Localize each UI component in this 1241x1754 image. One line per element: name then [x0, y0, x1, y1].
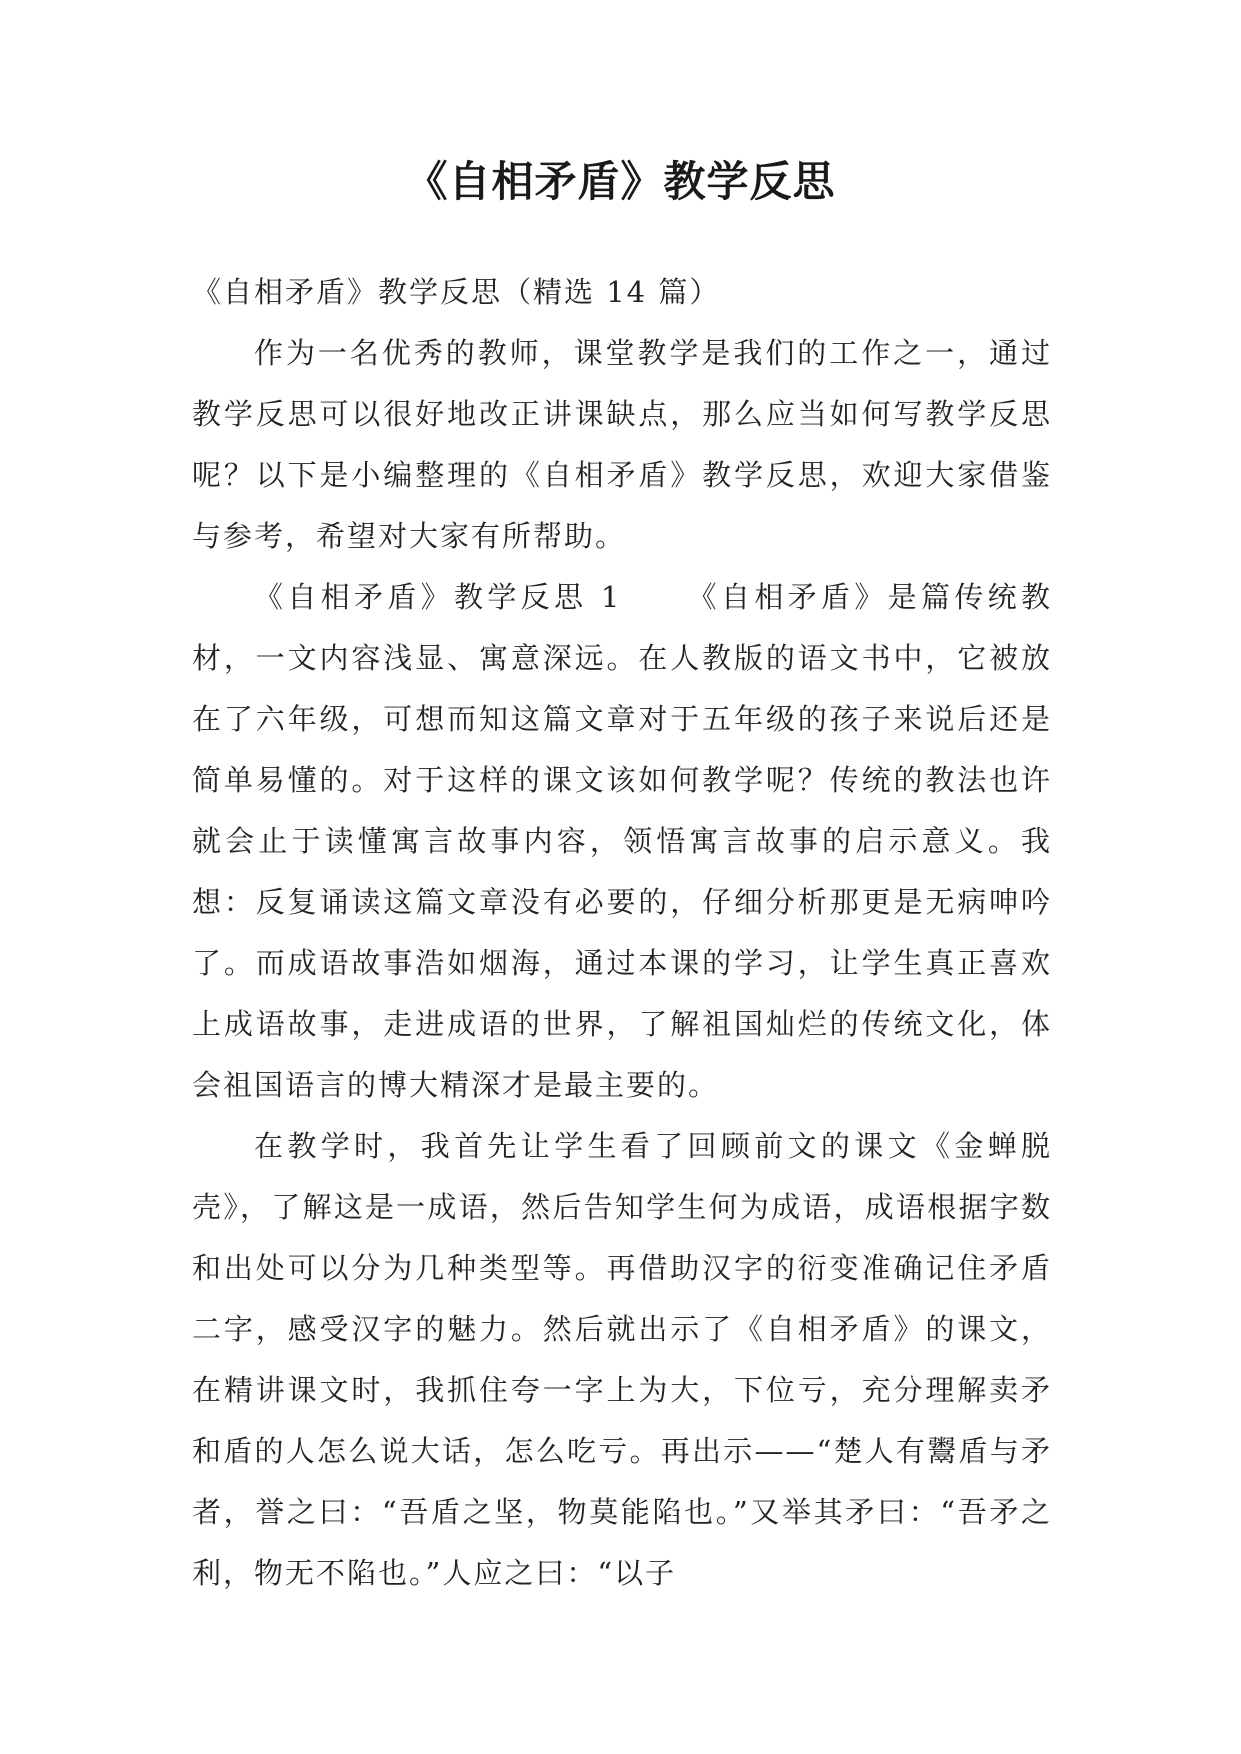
section-1-heading: 《自相矛盾》教学反思 1: [254, 580, 622, 614]
document-title: 《自相矛盾》教学反思: [405, 157, 836, 206]
intro-paragraph: 作为一名优秀的教师，课堂教学是我们的工作之一，通过教学反思可以很好地改正讲课缺点，那么应当如何写教学反思呢？以下是小编整理的《自相矛盾》教学反思，欢迎大家借鉴与参考，希望对大家有所帮助。: [192, 336, 1052, 553]
document-body: [192, 262, 1052, 1604]
section-1-paragraph-2: 在教学时，我首先让学生看了回顾前文的课文《金蝉脱壳》，了解这是一成语，然后告知学生何为成语，成语根据字数和出处可以分为几种类型等。再借助汉字的衍变准确记住矛盾二字，感受汉字的魅力。然后就出示了《自相矛盾》的课文，在精讲课文时，我抓住夸一字上为大，下位亏，充分理解卖矛和盾的人怎么说大话，怎么吃亏。再出示——“楚人有鬻盾与矛者，誉之曰：“吾盾之坚，物莫能陷也。”又举其矛曰：“吾矛之利，物无不陷也。”人应之曰：“以子: [192, 1129, 1052, 1590]
document-subtitle: 《自相矛盾》教学反思（精选 14 篇）: [192, 275, 721, 309]
section-1-paragraph-1-text: 《自相矛盾》是篇传统教材，一文内容浅显、寓意深远。在人教版的语文书中，它被放在了六年级，可想而知这篇文章对于五年级的孩子来说后还是简单易懂的。对于这样的课文该如何教学呢？传统的教法也许就会止于读懂寓言故事内容，领悟寓言故事的启示意义。我想：反复诵读这篇文章没有必要的，仔细分析那更是无病呻吟了。而成语故事浩如烟海，通过本课的学习，让学生真正喜欢上成语故事，走进成语的世界，了解祖国灿烂的传统文化，体会祖国语言的博大精深才是最主要的。: [192, 580, 1052, 1102]
section-1-paragraph-1: [192, 567, 1052, 1116]
